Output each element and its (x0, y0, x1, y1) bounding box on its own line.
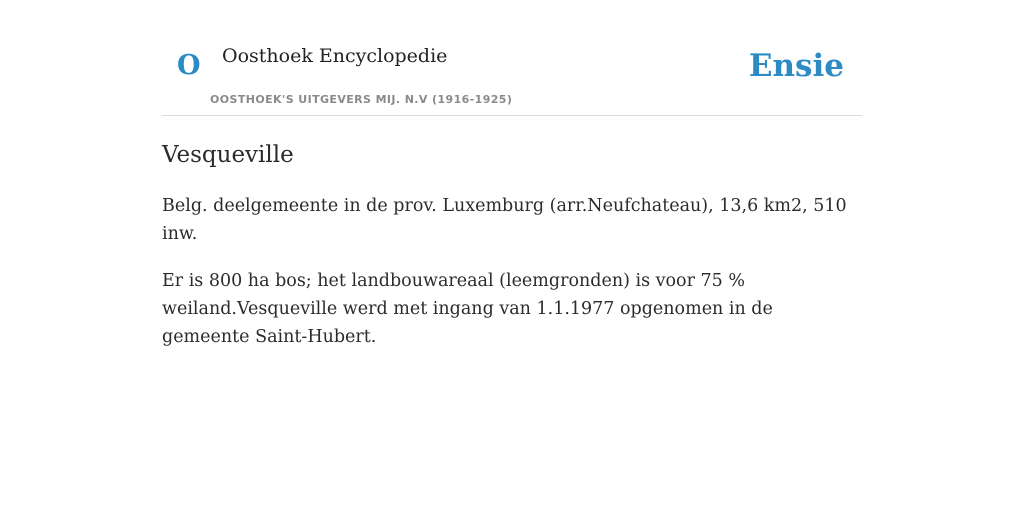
page-container (162, 0, 862, 351)
publisher-subtitle: OOSTHOEK'S UITGEVERS MIJ. N.V (1916-1925) (210, 93, 513, 106)
logo-mark[interactable]: O (177, 50, 201, 81)
ensie-brand-link[interactable]: Ensie (748, 48, 844, 84)
article-paragraph: Er is 800 ha bos; het landbouwareaal (leemgronden) is voor 75 % weiland.Vesqueville werd met ingang van 1.1.1977 opgenomen in de gemeente Saint-Hubert. (162, 270, 773, 347)
site-header (162, 0, 862, 116)
page-title: Vesqueville (162, 142, 294, 168)
article-paragraph: Belg. deelgemeente in de prov. Luxemburg (arr.Neufchateau), 13,6 km2, 510 inw. (162, 195, 847, 244)
site-title-link[interactable]: Oosthoek Encyclopedie (222, 45, 448, 67)
article (162, 142, 862, 351)
